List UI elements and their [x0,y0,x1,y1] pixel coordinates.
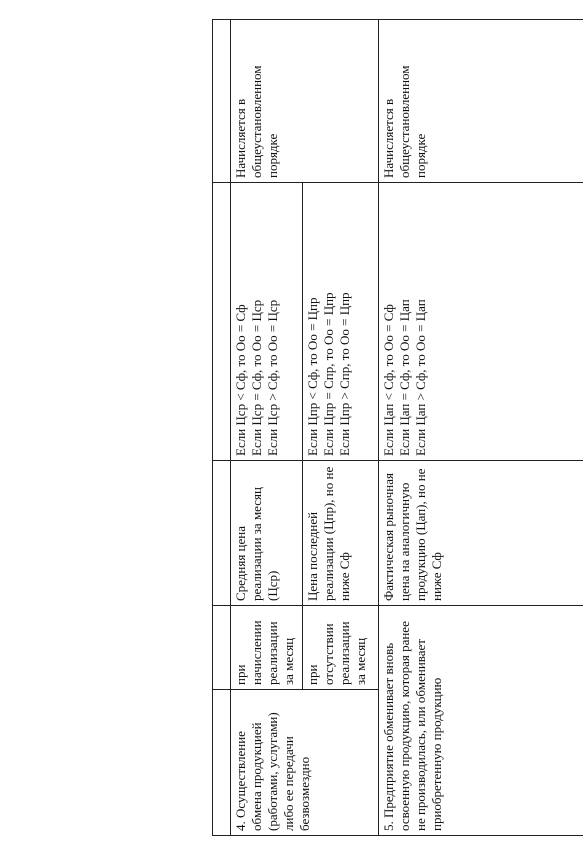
formula-line: Если Цап = Сф, то Оо = Цап [397,299,412,456]
formula-cell [303,183,379,461]
blank-cell [213,20,231,183]
rotated-page [212,20,583,836]
price-basis-cell: Средняя цена реализации за месяц (Цср) [231,461,303,606]
formula-line: Если Цср = Сф, то Оо = Цср [249,299,264,456]
formula-line: Если Цпр = Спр, то Оо = Цпр [321,292,336,456]
vat-cell: Начисляется в общеустановленном порядке [379,20,583,183]
vat-cell: Начисляется в общеустановленном порядке [231,20,379,183]
formula-cell [379,183,583,461]
blank-cell [213,183,231,461]
formula-line: Если Цср > Сф, то Оо = Цср [265,299,280,456]
condition-cell: при отсутствии реализации за месяц [303,606,379,690]
price-basis-cell: Фактическая рыночная цена на аналогичную продукцию (Цап), но не ниже Сф [379,461,583,606]
table-row [231,20,303,836]
blank-cell [213,461,231,606]
formula-line: Если Цпр < Сф, то Оо = Цпр [305,297,320,456]
price-basis-cell: Цена последней реализации (Цпр), но не ниже Сф [303,461,379,606]
operation-cell: 4. Осуществление обмена продукцией (работами, услугами) либо ее передачи безвозмездно [231,690,379,836]
table-row [379,20,583,836]
valuation-table [212,19,583,836]
formula-line: Если Цап < Сф, то Оо = Сф [381,304,396,456]
blank-cell [213,690,231,836]
blank-cell [213,606,231,690]
table-row [213,20,231,836]
condition-cell: при начислении реализации за месяц [231,606,303,690]
formula-line: Если Цср < Сф, то Оо = Сф [233,304,248,456]
formula-line: Если Цпр > Спр, то Оо = Цпр [337,292,352,456]
formula-line: Если Цап > Сф, то Оо = Цап [413,299,428,456]
formula-cell [231,183,303,461]
operation-cell: 5. Предприятие обменивает вновь освоенную продукцию, которая ранее не производилась, или обменивает приобретенную продукцию [379,606,583,836]
